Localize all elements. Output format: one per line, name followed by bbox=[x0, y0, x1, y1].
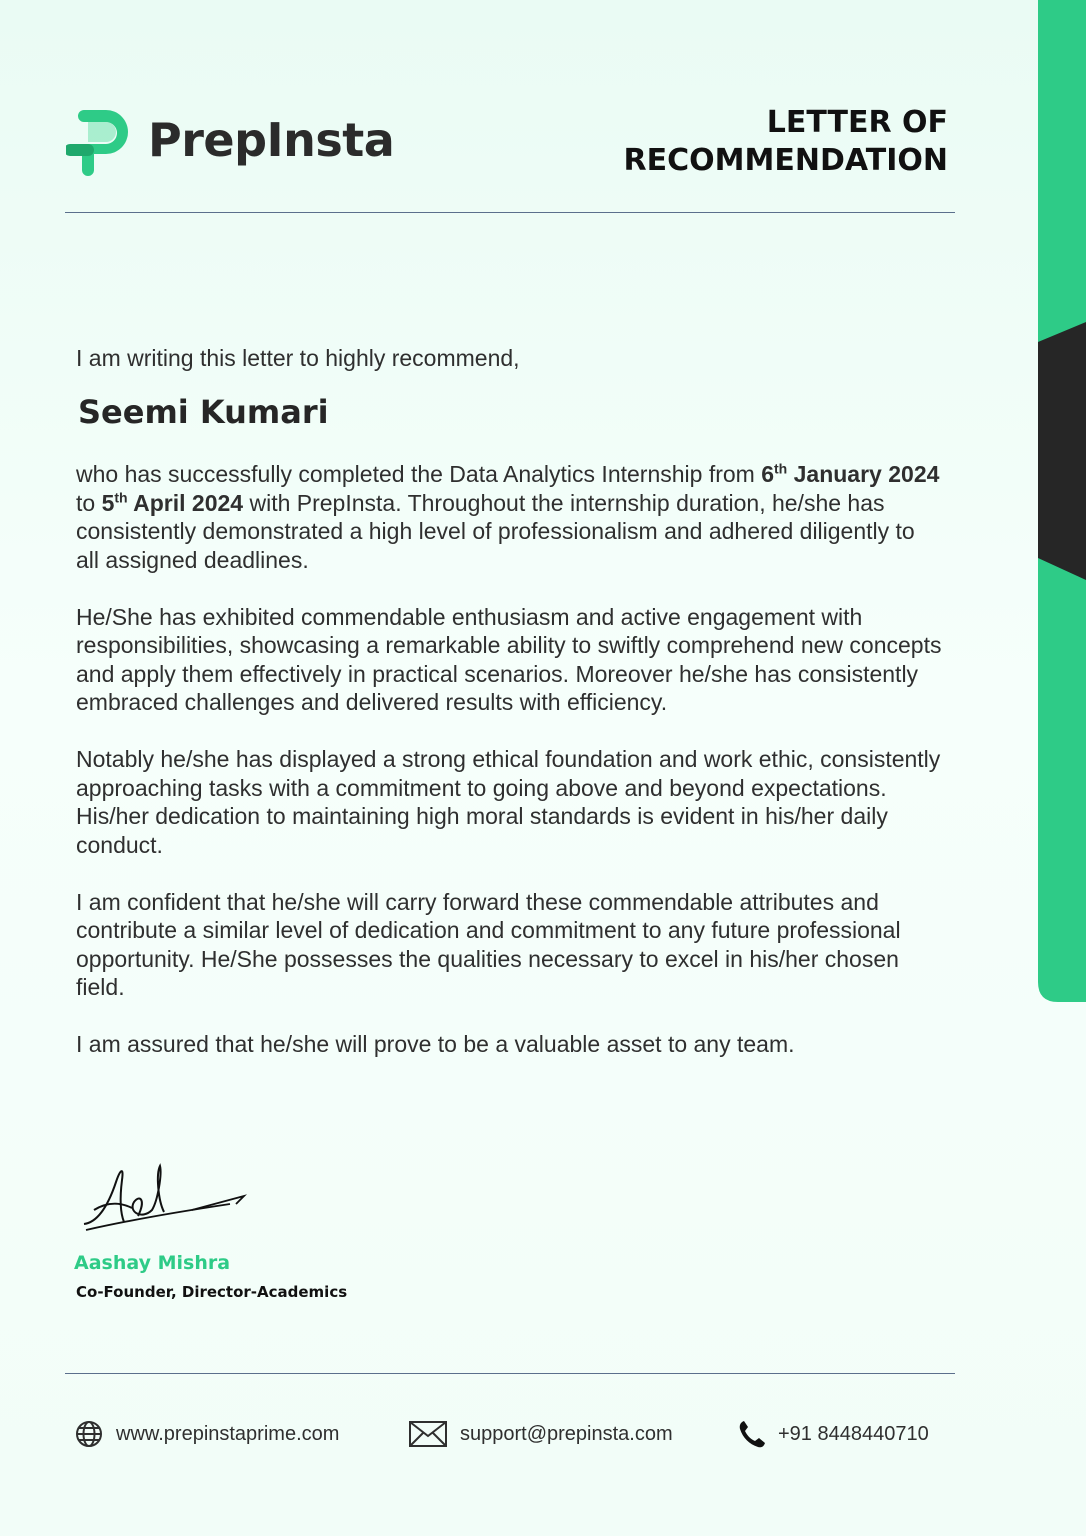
brand-logo bbox=[66, 104, 394, 176]
prepinsta-logo-icon bbox=[66, 104, 134, 176]
letter-body bbox=[76, 460, 944, 1087]
title-line-2: RECOMMENDATION bbox=[623, 143, 948, 178]
email-link[interactable]: support@prepinsta.com bbox=[460, 1422, 673, 1445]
phone-number[interactable]: +91 8448440710 bbox=[778, 1422, 929, 1445]
intro-line: I am writing this letter to highly recommend, bbox=[76, 345, 520, 371]
start-day-suffix: th bbox=[774, 460, 788, 477]
end-day: 5 bbox=[101, 489, 115, 516]
header-divider bbox=[65, 212, 955, 213]
end-day-suffix: th bbox=[114, 488, 128, 505]
document-title bbox=[624, 104, 948, 180]
p1-text-before: who has successfully completed the Data Analytics Internship from bbox=[76, 461, 762, 487]
p1-to: to bbox=[76, 489, 102, 516]
paragraph-2: He/She has exhibited commendable enthusiasm and active engagement with responsibilities, showcasing a remarkable ability to swiftly comprehend new concepts and apply them effectively in practical scenarios. Moreover he/she has consistently embraced challenges and delivered results with efficiency. bbox=[76, 603, 942, 715]
website-contact[interactable] bbox=[74, 1416, 339, 1452]
signatory-name: Aashay Mishra bbox=[74, 1252, 231, 1274]
title-line-1: LETTER OF bbox=[766, 105, 948, 140]
brand-name: PrepInsta bbox=[148, 113, 395, 167]
end-month-year: April 2024 bbox=[127, 489, 244, 516]
phone-icon bbox=[738, 1419, 766, 1449]
paragraph-1 bbox=[76, 460, 944, 574]
handwritten-signature bbox=[80, 1160, 250, 1236]
phone-contact[interactable] bbox=[738, 1416, 929, 1452]
start-date bbox=[761, 461, 939, 487]
envelope-icon bbox=[408, 1420, 448, 1448]
email-contact[interactable] bbox=[408, 1416, 673, 1452]
recipient-name: Seemi Kumari bbox=[78, 393, 329, 431]
paragraph-4: I am confident that he/she will carry forward these commendable attributes and contribute a similar level of dedication and commitment to any future professional opportunity. He/She possesses the qualities necessary to excel in his/her chosen field. bbox=[76, 888, 901, 1000]
website-link[interactable]: www.prepinstaprime.com bbox=[116, 1422, 340, 1445]
paragraph-3: Notably he/she has displayed a strong ethical foundation and work ethic, consistently approaching tasks with a commitment to going above and beyond expectations. His/her dedication to maintaining high moral standards is evident in his/her daily conduct. bbox=[76, 746, 941, 858]
paragraph-5: I am assured that he/she will prove to be a valuable asset to any team. bbox=[76, 1031, 795, 1057]
end-date bbox=[102, 490, 244, 516]
start-day: 6 bbox=[761, 461, 775, 487]
globe-icon bbox=[74, 1419, 104, 1449]
signatory-role: Co-Founder, Director-Academics bbox=[76, 1283, 348, 1301]
side-decoration-band bbox=[1038, 0, 1086, 1002]
p1-text-after: with PrepInsta. Throughout the internship duration, he/she has consistently demonstrated a high level of professionalism and adhered diligently to all assigned deadlines. bbox=[76, 489, 915, 573]
start-month-year: January 2024 bbox=[787, 461, 940, 487]
footer-divider bbox=[65, 1373, 955, 1374]
